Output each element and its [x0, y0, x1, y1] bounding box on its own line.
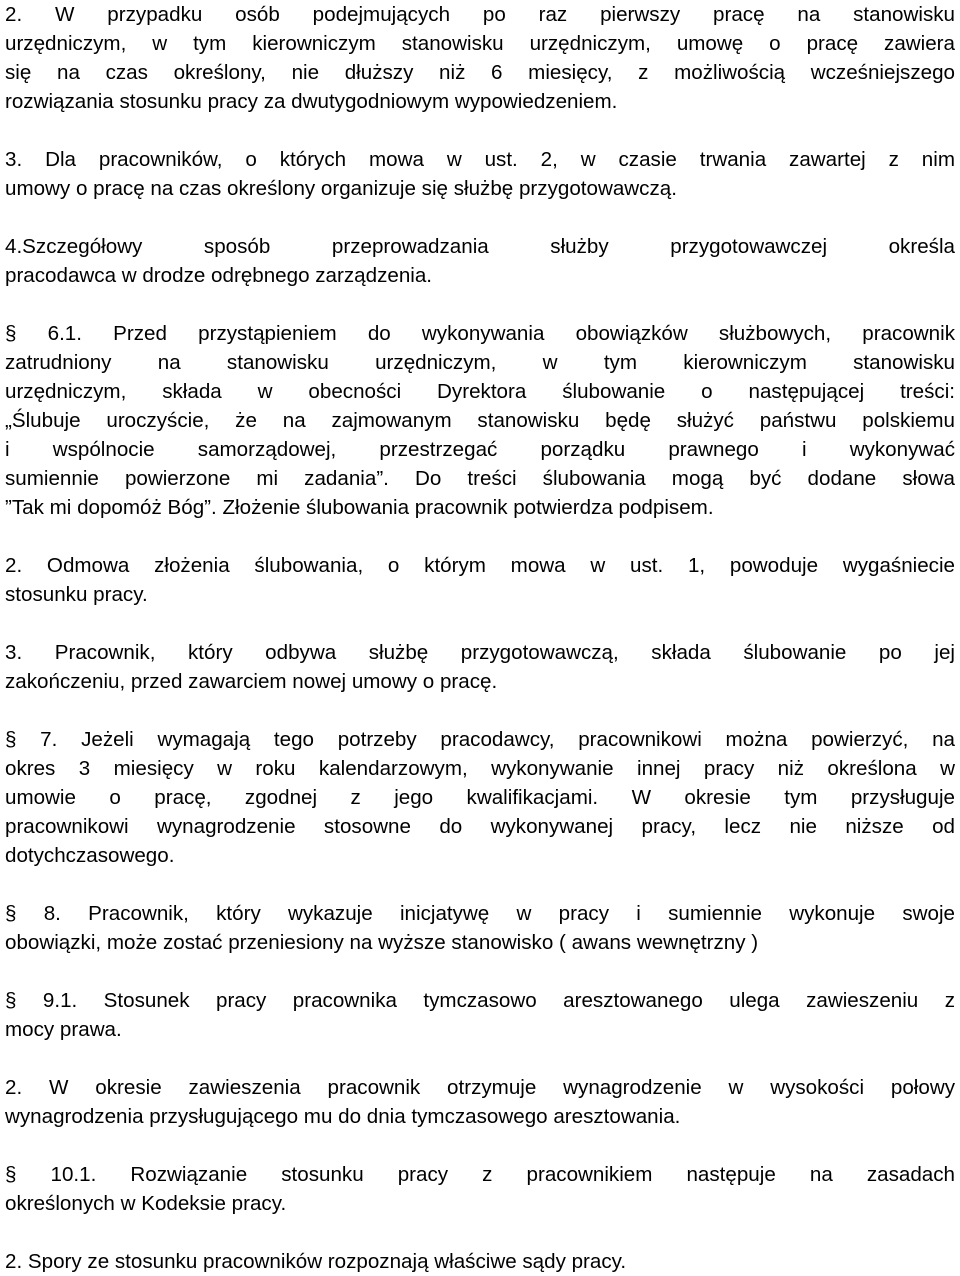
- text-line: § 9.1. Stosunek pracy pracownika tymczasowo aresztowanego ulega zawieszeniu z: [5, 989, 955, 1012]
- text-line: pracodawca w drodze odrębnego zarządzenia.: [5, 264, 433, 287]
- text-line: 2. Spory ze stosunku pracowników rozpoznają właściwe sądy pracy.: [5, 1250, 627, 1273]
- text-line: § 6.1. Przed przystąpieniem do wykonywania obowiązków służbowych, pracownik: [5, 322, 955, 345]
- text-line: i wspólnocie samorządowej, przestrzegać porządku prawnego i wykonywać: [5, 438, 955, 461]
- text-line: umowy o pracę na czas określony organizuje się służbę przygotowawczą.: [5, 177, 677, 200]
- text-line: wynagrodzenia przysługującego mu do dnia tymczasowego aresztowania.: [5, 1105, 681, 1128]
- paragraph-6-3-pracownik: [5, 638, 955, 696]
- text-line: 2. W okresie zawieszenia pracownik otrzymuje wynagrodzenie w wysokości połowy: [5, 1076, 955, 1099]
- paragraph-6-1-slubowanie: [5, 319, 955, 522]
- paragraph-6-2-odmowa: [5, 551, 955, 609]
- text-line: mocy prawa.: [5, 1018, 122, 1041]
- text-line: 2. Odmowa złożenia ślubowania, o którym mowa w ust. 1, powoduje wygaśniecie: [5, 554, 955, 577]
- text-line: § 7. Jeżeli wymagają tego potrzeby pracodawcy, pracownikowi można powierzyć, na: [5, 728, 955, 751]
- paragraph-10-1-rozwiazanie: [5, 1160, 955, 1218]
- text-line: umowie o pracę, zgodnej z jego kwalifikacjami. W okresie tym przysługuje: [5, 786, 955, 809]
- text-line: „Ślubuje uroczyście, że na zajmowanym stanowisku będę służyć państwu polskiemu: [5, 409, 955, 432]
- paragraph-10-2-spory: [5, 1247, 955, 1276]
- text-line: 2. W przypadku osób podejmujących po raz pierwszy pracę na stanowisku: [5, 3, 955, 26]
- text-line: zakończeniu, przed zawarciem nowej umowy o pracę.: [5, 670, 498, 693]
- text-line: zatrudniony na stanowisku urzędniczym, w tym kierowniczym stanowisku: [5, 351, 955, 374]
- text-line: § 10.1. Rozwiązanie stosunku pracy z pracownikiem następuje na zasadach: [5, 1163, 955, 1186]
- text-line: określonych w Kodeksie pracy.: [5, 1192, 287, 1215]
- text-line: 4.Szczegółowy sposób przeprowadzania służby przygotowawczej określa: [5, 235, 955, 258]
- paragraph-9-1-areszt: [5, 986, 955, 1044]
- paragraph-4-sposob: [5, 232, 955, 290]
- paragraph-2-umowa: [5, 0, 955, 116]
- document-page: [5, 0, 955, 1276]
- text-line: pracownikowi wynagrodzenie stosowne do wykonywanej pracy, lecz nie niższe od: [5, 815, 955, 838]
- text-line: § 8. Pracownik, który wykazuje inicjatywę w pracy i sumiennie wykonuje swoje: [5, 902, 955, 925]
- text-line: 3. Dla pracowników, o których mowa w ust. 2, w czasie trwania zawartej z nim: [5, 148, 955, 171]
- text-line: urzędniczym, składa w obecności Dyrektora ślubowanie o następującej treści:: [5, 380, 955, 403]
- text-line: rozwiązania stosunku pracy za dwutygodniowym wypowiedzeniem.: [5, 90, 618, 113]
- text-line: się na czas określony, nie dłuższy niż 6 miesięcy, z możliwością wcześniejszego: [5, 61, 955, 84]
- paragraph-3-sluzba: [5, 145, 955, 203]
- paragraph-7-inna-praca: [5, 725, 955, 870]
- text-line: dotychczasowego.: [5, 844, 175, 867]
- text-line: sumiennie powierzone mi zadania”. Do treści ślubowania mogą być dodane słowa: [5, 467, 955, 490]
- text-line: 3. Pracownik, który odbywa służbę przygotowawczą, składa ślubowanie po jej: [5, 641, 955, 664]
- paragraph-8-awans: [5, 899, 955, 957]
- text-line: urzędniczym, w tym kierowniczym stanowisku urzędniczym, umowę o pracę zawiera: [5, 32, 955, 55]
- text-line: obowiązki, może zostać przeniesiony na wyższe stanowisko ( awans wewnętrzny ): [5, 931, 759, 954]
- text-line: ”Tak mi dopomóż Bóg”. Złożenie ślubowania pracownik potwierdza podpisem.: [5, 496, 714, 519]
- paragraph-9-2-wynagrodzenie: [5, 1073, 955, 1131]
- text-line: okres 3 miesięcy w roku kalendarzowym, wykonywanie innej pracy niż określona w: [5, 757, 955, 780]
- text-line: stosunku pracy.: [5, 583, 148, 606]
